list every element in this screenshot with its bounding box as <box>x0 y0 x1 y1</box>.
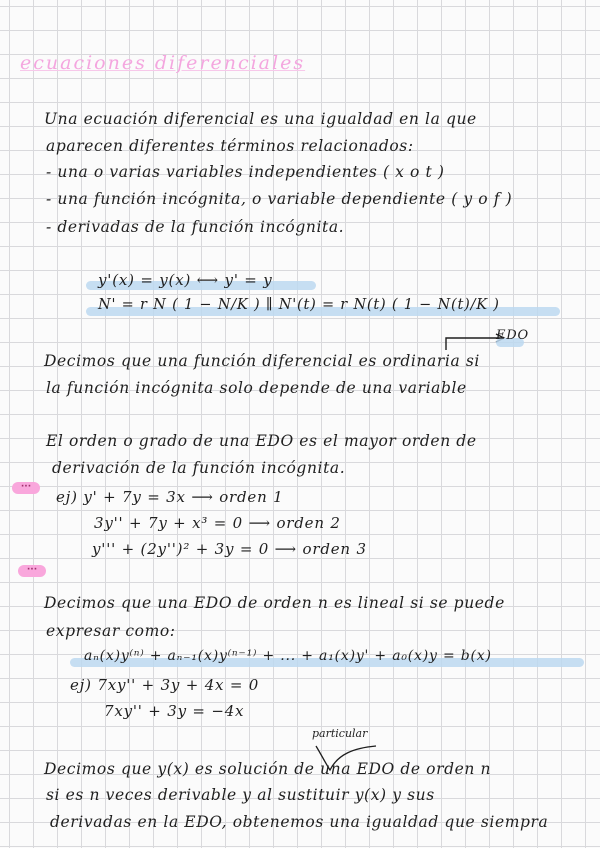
text-line: Decimos que una función diferencial es ordinaria si <box>44 352 480 370</box>
equation: N' = r N ( 1 − N/K ) ∥ N'(t) = r N(t) ( 1 − N(t)/K ) <box>98 297 500 313</box>
collapse-toggle-button[interactable]: ··· <box>18 565 46 577</box>
equation: aₙ(x)y⁽ⁿ⁾ + aₙ₋₁(x)y⁽ⁿ⁻¹⁾ + ... + a₁(x)y' + a₀(x)y = b(x) <box>84 648 492 664</box>
page-title: ecuaciones diferenciales <box>20 52 306 74</box>
text-line: El orden o grado de una EDO es el mayor orden de <box>46 432 477 450</box>
text-line: Decimos que y(x) es solución de una EDO de orden n <box>44 760 492 778</box>
example-line: 3y'' + 7y + x³ = 0 ⟶ orden 2 <box>94 514 341 532</box>
example-line: ej) y' + 7y = 3x ⟶ orden 1 <box>56 488 284 506</box>
list-item: - derivadas de la función incógnita. <box>46 218 345 236</box>
text-line: Una ecuación diferencial es una igualdad en la que <box>44 110 477 128</box>
text-line: derivación de la función incógnita. <box>52 459 346 477</box>
text-line: aparecen diferentes términos relacionados: <box>46 137 414 155</box>
list-item: - una o varias variables independientes ( x o t ) <box>46 163 445 181</box>
annotation-note: particular <box>312 727 368 740</box>
example-line: ej) 7xy'' + 3y + 4x = 0 <box>70 676 260 694</box>
text-line: si es n veces derivable y al sustituir y(x) y sus <box>46 786 435 804</box>
list-item: - una función incógnita, o variable dependiente ( y o f ) <box>46 190 513 208</box>
example-line: 7xy'' + 3y = −4x <box>104 702 245 720</box>
text-line: Decimos que una EDO de orden n es lineal si se puede <box>44 594 505 612</box>
equation: y'(x) = y(x) ⟷ y' = y <box>98 271 273 289</box>
text-line: expresar como: <box>46 622 176 640</box>
example-line: y''' + (2y'')² + 3y = 0 ⟶ orden 3 <box>92 540 367 558</box>
text-line: derivadas en la EDO, obtenemos una igualdad que siempra <box>50 813 549 831</box>
edo-tag: EDO <box>496 328 529 343</box>
collapse-toggle-button[interactable]: ··· <box>12 482 40 494</box>
text-line: la función incógnita solo depende de una variable <box>46 379 467 397</box>
